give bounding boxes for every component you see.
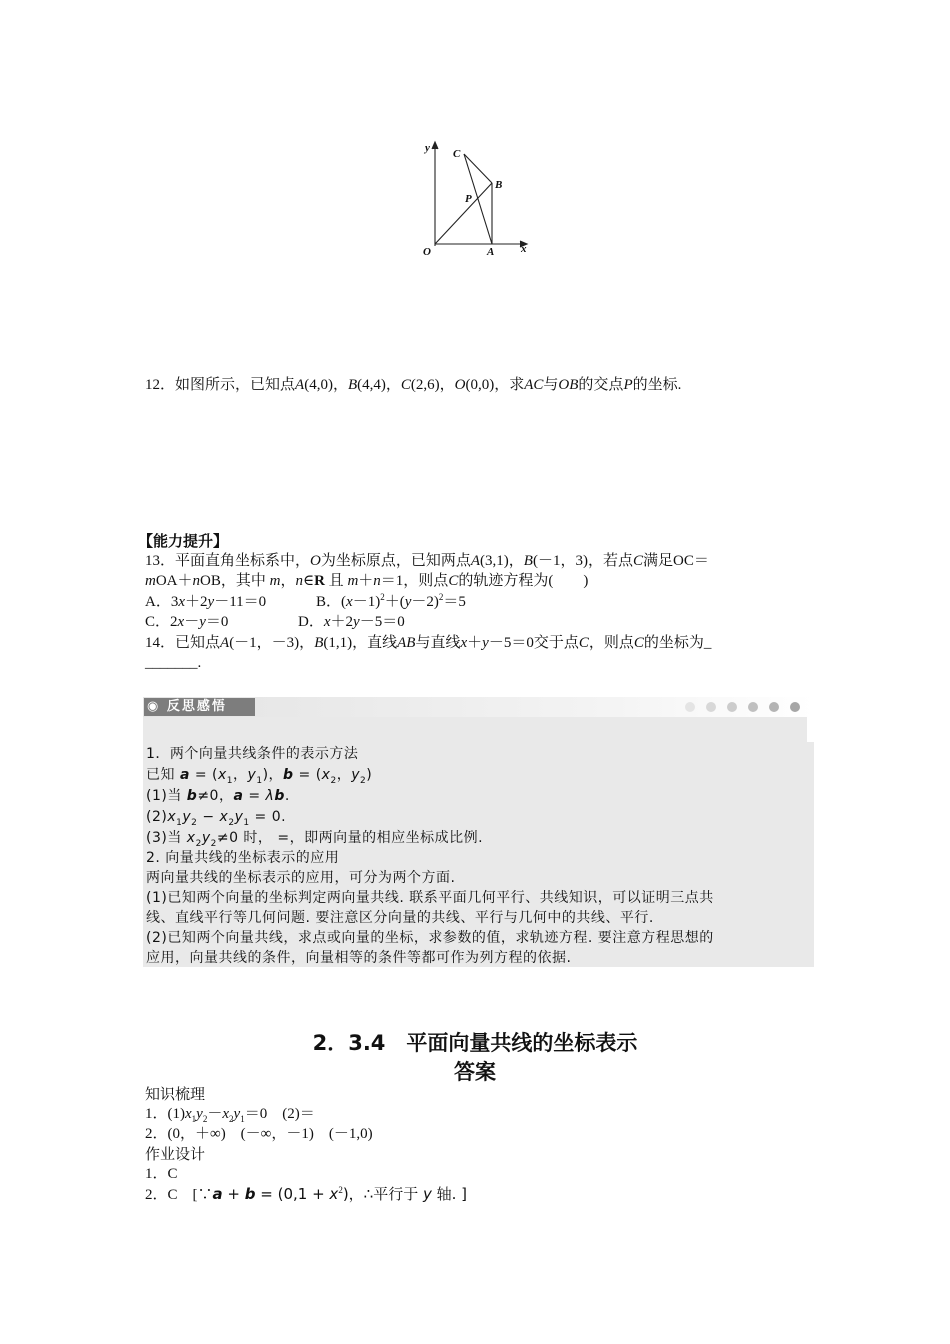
decor-dot-4 — [748, 702, 758, 712]
question-13-line-2: mOA＋nOB，其中 m，n∈R 且 m＋n＝1，则点C的轨迹方程为( ) — [145, 573, 589, 589]
segment-ob — [435, 183, 492, 244]
reflection-line-6: 2. 向量共线的坐标表示的应用 — [146, 850, 340, 866]
question-13-option-c: C．2x－y＝0 — [145, 614, 229, 630]
reflection-line-1: 1．两个向量共线条件的表示方法 — [146, 746, 359, 762]
reflection-line-11: 应用，向量共线的条件，向量相等的条件等都可作为列方程的依据. — [146, 950, 572, 966]
knowledge-answer-2: 2．(0，＋∞) (－∞，－1) (－1,0) — [145, 1126, 373, 1142]
knowledge-answer-1: 1．$(1)x_1y_2-x_2y_1=0$ (2)＝ — [145, 1106, 315, 1124]
decor-dot-1 — [685, 702, 695, 712]
reflection-tab: ◉ 反思感悟 — [144, 698, 255, 716]
homework-heading: 作业设计 — [145, 1145, 206, 1163]
label-c: C — [453, 148, 461, 160]
label-a: A — [487, 246, 495, 258]
question-13-option-b: B．$(x-1)^2+(y-2)^2=5$ — [316, 592, 466, 610]
reflection-panel — [143, 697, 814, 967]
reflection-header — [143, 697, 814, 717]
label-y: y — [425, 142, 430, 154]
question-13-line-1: 13．平面直角坐标系中，O为坐标原点，已知两点A(3,1)，B(－1，3)，若点C满足OC＝ — [145, 553, 709, 569]
ability-heading: 【能力提升】 — [138, 532, 229, 550]
label-o: O — [423, 246, 431, 258]
reflection-line-8: (1)已知两个向量的坐标判定两向量共线. 联系平面几何平行、共线知识，可以证明三点共 — [146, 890, 714, 906]
reflection-line-7: 两向量共线的坐标表示的应用，可分为两个方面. — [146, 870, 456, 886]
decor-dot-5 — [769, 702, 779, 712]
answer-title: 2．3.4 平面向量共线的坐标表示 — [312, 1031, 638, 1055]
reflection-line-2: 已知 $a = (x_1$，$y_1$)，$b = (x_2$，$y_2$) — [146, 767, 373, 786]
decor-dot-2 — [706, 702, 716, 712]
question-12: 12．如图所示，已知点A(4,0)，B(4,4)，C(2,6)，O(0,0)，求AC与OB的交点P的坐标. — [145, 377, 682, 393]
label-b: B — [495, 179, 503, 191]
coordinate-figure — [410, 138, 540, 262]
reflection-line-10: (2)已知两个向量共线，求点或向量的坐标，求参数的值，求轨迹方程. 要注意方程思想的 — [146, 930, 714, 946]
knowledge-heading: 知识梳理 — [145, 1085, 206, 1103]
question-14-line-1: 14．已知点A(－1，－3)，B(1,1)，直线AB与直线x＋y－5＝0交于点C，则点C的坐标为_ — [145, 635, 712, 651]
reflection-line-4: $(2)x_1y_2 - x_2y_1 = 0$. — [146, 809, 287, 828]
question-13-option-d: D．x＋2y－5＝0 — [298, 614, 405, 630]
decor-dot-3 — [727, 702, 737, 712]
homework-answer-1: 1．C — [145, 1166, 178, 1182]
question-13-option-a: A．3x＋2y－11＝0 — [145, 594, 267, 610]
answer-subtitle: 答案 — [454, 1060, 496, 1084]
label-x: x — [521, 243, 527, 255]
reflection-line-3: (1)当 b≠0，a = λb. — [146, 788, 290, 804]
question-14-line-2: _______. — [145, 655, 202, 671]
reflection-line-5: (3)当 $x_2y_2\ne 0$ 时， =，即两向量的相应坐标成比例. — [146, 830, 484, 849]
label-p: P — [465, 193, 472, 205]
reflection-line-9: 线、直线平行等几何问题. 要注意区分向量的共线、平行与几何中的共线、平行. — [146, 910, 654, 926]
decor-dot-6 — [790, 702, 800, 712]
homework-answer-2: 2．C [∵a + $b = (0,1 + x^2)$，∴平行于 y 轴. ] — [145, 1185, 468, 1203]
